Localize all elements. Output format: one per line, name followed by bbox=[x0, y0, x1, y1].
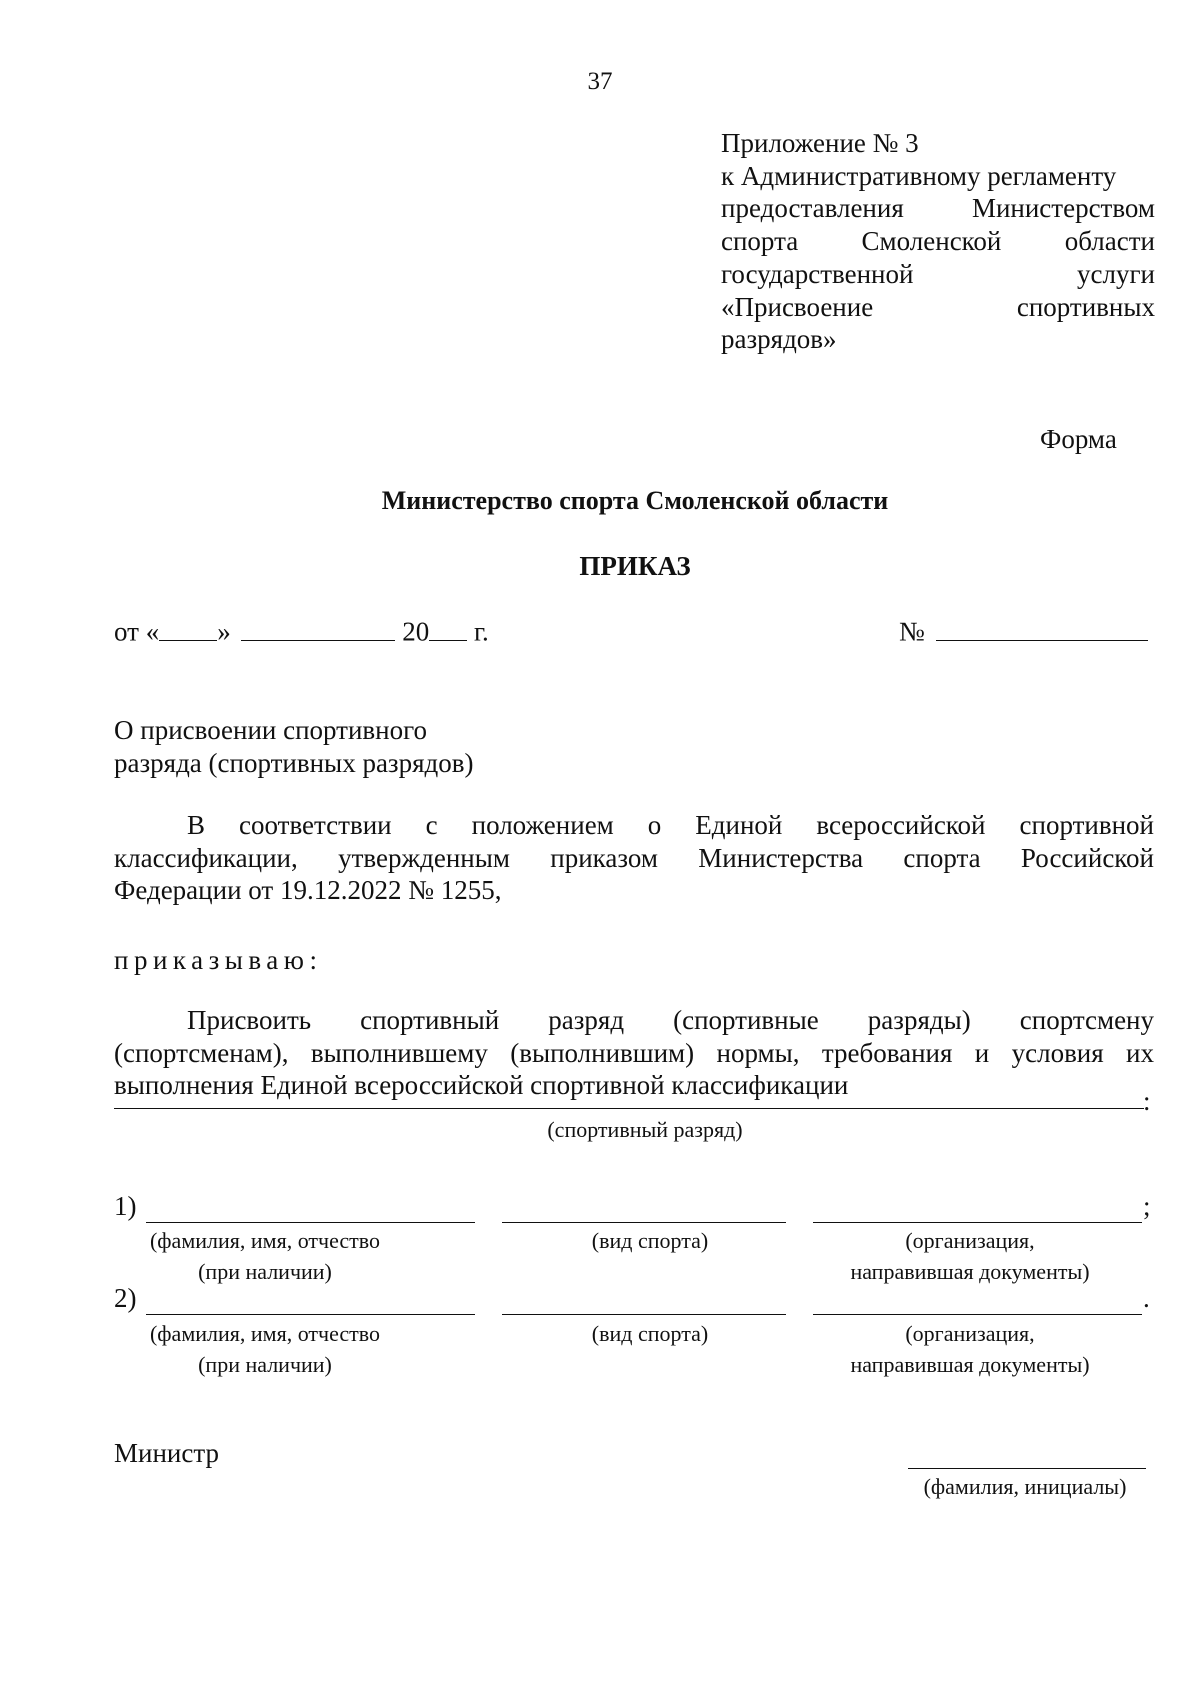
entry-index: 2) bbox=[114, 1283, 137, 1313]
form-label: Форма bbox=[1040, 424, 1117, 454]
sport-rank-blank bbox=[114, 1108, 1144, 1109]
organization-caption bbox=[820, 1318, 1120, 1380]
name-blank bbox=[146, 1314, 475, 1315]
org-caption-line: (организация, bbox=[905, 1321, 1035, 1346]
assign-line: выполнения Единой всероссийской спортивной классификации bbox=[114, 1070, 849, 1101]
assign-line: Присвоить спортивный разряд (спортивные разряды) спортсмену bbox=[187, 1005, 1154, 1035]
assign-line: (спортсменам), выполнившему (выполнившим) нормы, требования и условия их bbox=[114, 1037, 1154, 1068]
day-blank bbox=[159, 614, 217, 641]
month-blank bbox=[241, 614, 395, 641]
document-title: ПРИКАЗ bbox=[579, 551, 691, 581]
name-caption-line: (при наличии) bbox=[198, 1352, 332, 1377]
signatory-title: Министр bbox=[114, 1438, 219, 1468]
name-caption-line: (фамилия, имя, отчество bbox=[149, 1321, 381, 1346]
appendix-block bbox=[721, 127, 1155, 356]
number-sign: № bbox=[899, 616, 925, 647]
appendix-line: Приложение № 3 bbox=[721, 128, 919, 158]
number-blank bbox=[936, 614, 1148, 641]
org-caption-line: направившая документы) bbox=[850, 1352, 1090, 1377]
basis-paragraph bbox=[114, 809, 1154, 907]
page-number: 37 bbox=[587, 68, 613, 95]
appendix-line: к Административному регламенту bbox=[721, 160, 1117, 191]
basis-line: классификации, утвержденным приказом Министерства спорта Российской bbox=[114, 842, 1154, 873]
sport-blank bbox=[502, 1222, 786, 1223]
date-prefix: от « bbox=[114, 616, 160, 647]
year-blank bbox=[429, 614, 467, 641]
signature-caption: (фамилия, инициалы) bbox=[923, 1474, 1127, 1499]
organization-blank bbox=[813, 1314, 1142, 1315]
sport-blank bbox=[502, 1314, 786, 1315]
name-caption bbox=[120, 1318, 410, 1380]
name-blank bbox=[146, 1222, 475, 1223]
basis-line: В соответствии с положением о Единой всероссийской спортивной bbox=[187, 810, 1154, 840]
sport-caption: (вид спорта) bbox=[591, 1228, 709, 1253]
order-date-line bbox=[114, 614, 489, 648]
rank-caption: (спортивный разряд) bbox=[547, 1117, 743, 1142]
rank-colon: : bbox=[1143, 1086, 1151, 1116]
organization-blank bbox=[813, 1222, 1142, 1223]
order-subject bbox=[114, 714, 474, 779]
entry-index: 1) bbox=[114, 1191, 137, 1221]
appendix-line: спорта Смоленской области bbox=[721, 226, 1155, 257]
subject-line: О присвоении спортивного bbox=[114, 715, 428, 745]
sport-caption: (вид спорта) bbox=[591, 1321, 709, 1346]
appendix-line: разрядов» bbox=[721, 324, 837, 355]
appendix-line: государственной услуги bbox=[721, 258, 1155, 289]
ministry-name: Министерство спорта Смоленской области bbox=[381, 486, 889, 515]
appendix-line: предоставления Министерством bbox=[721, 193, 1155, 224]
name-caption-line: (при наличии) bbox=[198, 1259, 332, 1284]
year-prefix: 20 bbox=[402, 616, 430, 647]
entry-end-mark: ; bbox=[1143, 1191, 1151, 1221]
org-caption-line: направившая документы) bbox=[850, 1259, 1090, 1284]
appendix-line: «Присвоение спортивных bbox=[721, 291, 1155, 322]
order-word: приказываю: bbox=[114, 945, 323, 975]
date-quote-close: » bbox=[217, 616, 231, 647]
signature-blank bbox=[908, 1468, 1146, 1469]
name-caption-line: (фамилия, имя, отчество bbox=[149, 1228, 381, 1253]
subject-line: разряда (спортивных разрядов) bbox=[114, 747, 474, 778]
year-suffix: г. bbox=[473, 616, 489, 647]
basis-line: Федерации от 19.12.2022 № 1255, bbox=[114, 875, 502, 906]
order-number-line bbox=[899, 614, 1148, 648]
name-caption bbox=[120, 1225, 410, 1287]
assign-paragraph bbox=[114, 1004, 1154, 1102]
entry-end-mark: . bbox=[1143, 1283, 1150, 1313]
organization-caption bbox=[820, 1225, 1120, 1287]
org-caption-line: (организация, bbox=[905, 1228, 1035, 1253]
